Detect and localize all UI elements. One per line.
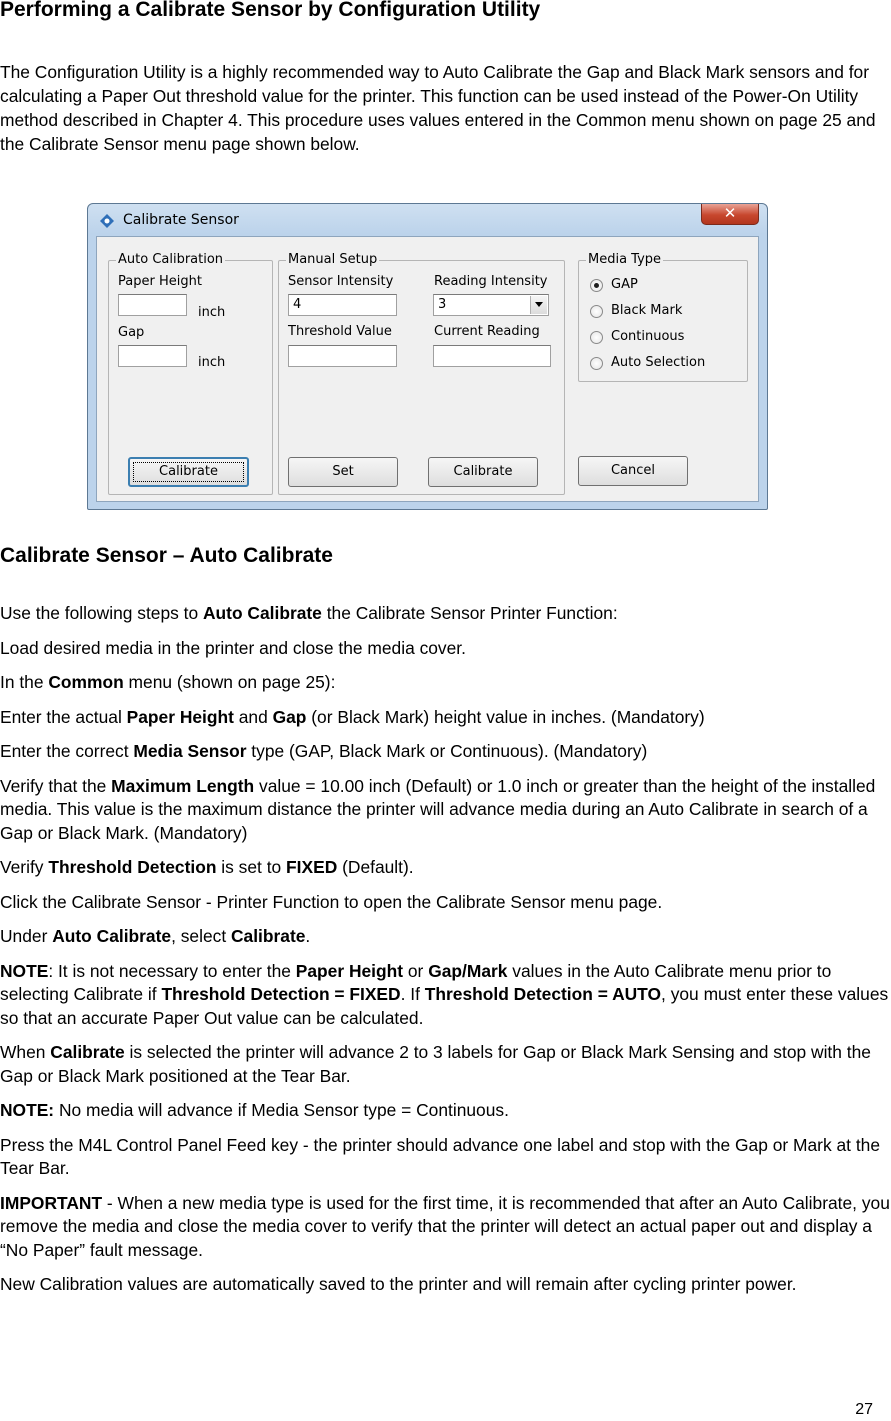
chevron-down-icon <box>535 302 543 307</box>
threshold-value-input[interactable] <box>288 345 397 367</box>
reading-intensity-label: Reading Intensity <box>434 274 548 289</box>
reading-intensity-select[interactable] <box>433 294 549 316</box>
current-reading-label: Current Reading <box>434 324 540 339</box>
auto-calibrate-button[interactable]: Calibrate <box>128 457 249 487</box>
paper-height-input[interactable] <box>118 294 187 316</box>
media-type-radio-gap[interactable] <box>590 279 603 292</box>
paper-height-label: Paper Height <box>118 274 202 289</box>
manual-setup-group <box>278 252 565 495</box>
media-type-option-auto-selection: Auto Selection <box>611 355 706 370</box>
auto-calibration-group <box>108 252 273 495</box>
sensor-intensity-label: Sensor Intensity <box>288 274 394 289</box>
step-intro: Use the following steps to Auto Calibrate the Calibrate Sensor Printer Function: <box>0 603 618 623</box>
important-paragraph: IMPORTANT - When a new media type is used for the first time, it is recommended that after an Auto Calibrate, you remove the media and close the media cover to verify that the printer will detect an actual paper out and display a “No Paper” fault message. <box>0 1192 890 1260</box>
media-type-radio-continuous[interactable] <box>590 331 603 344</box>
auto-calibration-legend: Auto Calibration <box>118 252 224 267</box>
step-paper-height: Enter the actual Paper Height and Gap (or Black Mark) height value in inches. (Mandatory) <box>0 706 705 727</box>
note-paragraph: NOTE: It is not necessary to enter the Paper Height or Gap/Mark values in the Auto Calibrate menu prior to selecting Calibrate if Threshold Detection = FIXED. If Threshold Detection = AUTO, you must enter these values so that an accurate Paper Out value can be calculated. <box>0 960 889 1028</box>
step-open-menu: Click the Calibrate Sensor - Printer Function to open the Calibrate Sensor menu page. <box>0 891 663 912</box>
media-type-option-black-mark: Black Mark <box>611 303 683 318</box>
gap-input[interactable] <box>118 345 187 367</box>
sensor-intensity-input[interactable]: 4 <box>288 294 397 316</box>
paper-height-unit: inch <box>198 305 226 320</box>
calibrate-sensor-dialog <box>87 203 768 510</box>
media-type-option-continuous: Continuous <box>611 329 685 344</box>
media-type-option-gap: GAP <box>611 277 638 292</box>
gap-label: Gap <box>118 325 145 340</box>
app-icon <box>100 213 114 227</box>
step-media-sensor: Enter the correct Media Sensor type (GAP, Black Mark or Continuous). (Mandatory) <box>0 741 648 761</box>
step-threshold-detection: Verify Threshold Detection is set to FIXED (Default). <box>0 857 414 877</box>
threshold-value-label: Threshold Value <box>288 324 392 339</box>
step-load-media: Load desired media in the printer and close the media cover. <box>0 637 466 658</box>
page-heading: Performing a Calibrate Sensor by Configuration Utility <box>0 0 541 21</box>
intro-paragraph: The Configuration Utility is a highly recommended way to Auto Calibrate the Gap and Black Mark sensors and for calculating a Paper Out threshold value for the printer. This function can be used instead of the Power-On Utility method described in Chapter 4. This procedure uses values entered in the Common menu shown on page 25 and the Calibrate Sensor menu page shown below. <box>0 62 876 154</box>
media-type-radio-black-mark[interactable] <box>590 305 603 318</box>
current-reading-input[interactable] <box>433 345 551 367</box>
note-continuous: NOTE: No media will advance if Media Sensor type = Continuous. <box>0 1100 509 1120</box>
step-feed-key: Press the M4L Control Panel Feed key - the printer should advance one label and stop with the Gap or Mark at the Tear Bar. <box>0 1134 881 1178</box>
set-button[interactable]: Set <box>288 457 398 487</box>
gap-unit: inch <box>198 355 226 370</box>
page-number: 27 <box>855 1401 873 1418</box>
dialog-title: Calibrate Sensor <box>123 212 239 228</box>
step-common-menu: In the Common menu (shown on page 25): <box>0 672 336 692</box>
manual-setup-legend: Manual Setup <box>288 252 378 267</box>
step-values-saved: New Calibration values are automatically saved to the printer and will remain after cycling printer power. <box>0 1274 797 1294</box>
reading-intensity-value: 3 <box>438 297 447 312</box>
media-type-radio-auto-selection[interactable] <box>590 357 603 370</box>
section-title: Calibrate Sensor – Auto Calibrate <box>0 544 333 567</box>
dialog-client-area <box>96 236 759 502</box>
step-maximum-length: Verify that the Maximum Length value = 10.00 inch (Default) or 1.0 inch or greater than the height of the installed media. This value is the maximum distance the printer will advance media during an Auto Calibrate in search of a Gap or Black Mark. (Mandatory) <box>0 775 876 843</box>
step-calibrate-advance: When Calibrate is selected the printer will advance 2 to 3 labels for Gap or Black Mark Sensing and stop with the Gap or Black Mark positioned at the Tear Bar. <box>0 1042 871 1086</box>
cancel-button[interactable]: Cancel <box>578 456 688 486</box>
close-icon: ✕ <box>723 204 737 222</box>
manual-calibrate-button[interactable]: Calibrate <box>428 457 538 487</box>
step-select-calibrate: Under Auto Calibrate, select Calibrate. <box>0 926 311 946</box>
close-button[interactable] <box>701 204 759 225</box>
procedure-steps <box>0 602 891 1308</box>
dropdown-arrow[interactable] <box>530 296 547 314</box>
media-type-group <box>578 252 748 382</box>
media-type-legend: Media Type <box>588 252 662 267</box>
